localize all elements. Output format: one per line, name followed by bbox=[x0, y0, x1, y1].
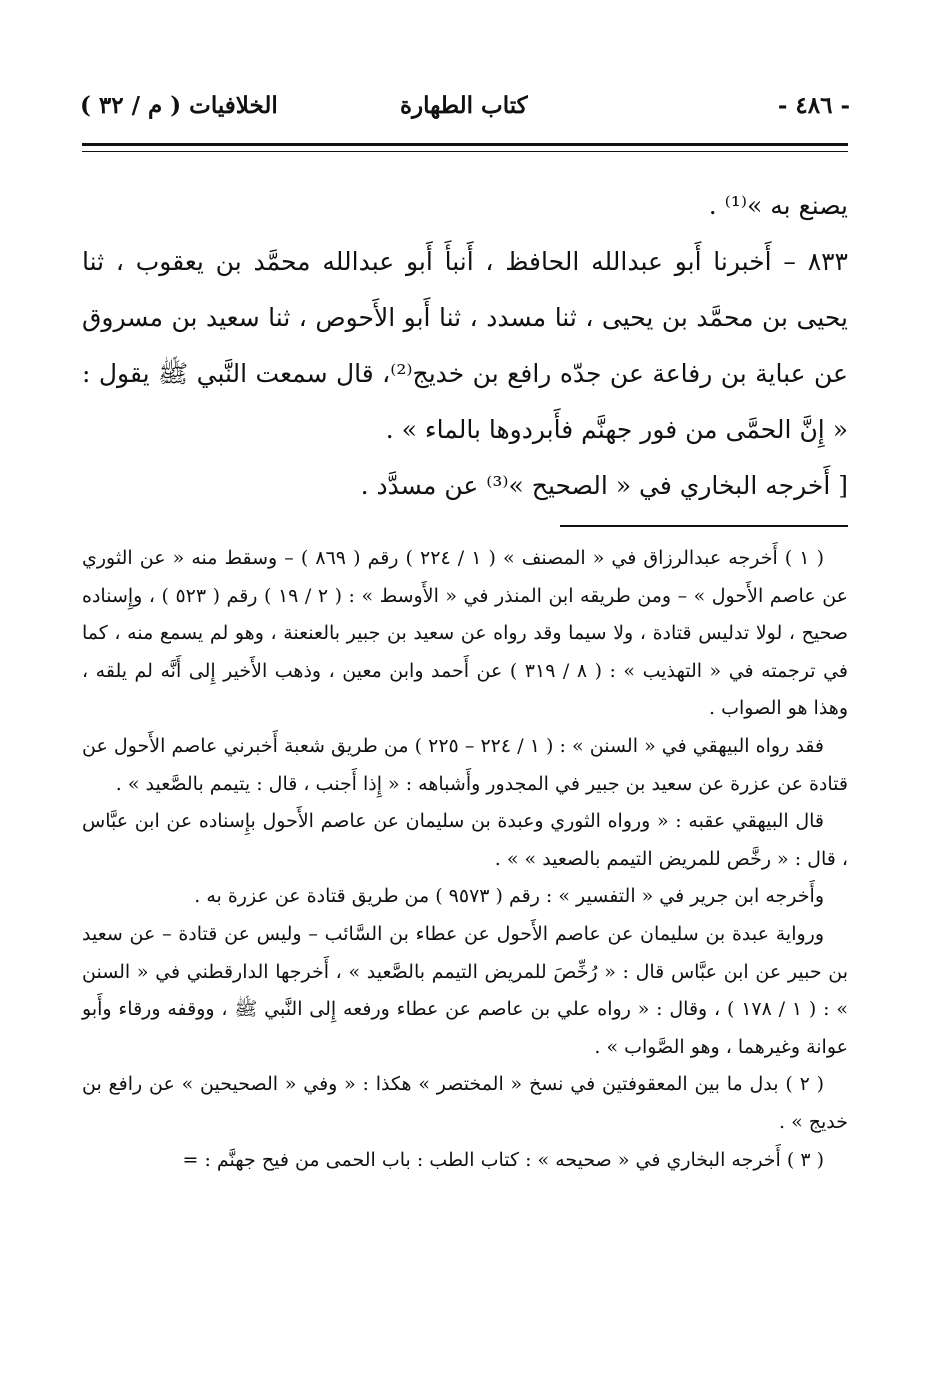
footnote-separator bbox=[560, 525, 848, 527]
page-header bbox=[80, 92, 850, 132]
footnote-1-para-5: ورواية عبدة بن سليمان عن عاصم الأَحول عن عطاء بن السَّائب – وليس عن قتادة – عن سعيد بن حبير عن ابن عبَّاس قال : « رُخِّصَ للمريض التيمم بالصَّعيد » ، أَخرجها الدارقطني في « السنن » : ( ١ / ١٧٨ ) ، وقال : « رواه علي بن عاصم عن عطاء ورفعه إِلى النَّبي ﷺ ، ووقفه ورقاء وأَبو عوانة وغيرهما ، وهو الصَّواب » . bbox=[82, 922, 849, 1058]
hadith-narration: ٨٣٣ – أَخبرنا أَبو عبدالله الحافظ ، أَنبأَ أَبو عبدالله محمَّد بن يعقوب ، ثنا يحيى بن محمَّد بن يحيى ، ثنا مسدد ، ثنا أَبو الأَحوص ، ثنا سعيد بن مسروق عن عباية بن رفاعة عن جدّه رافع بن خديج⁽²⁾، قال سمعت النَّبي ﷺ يقول : « إِنَّ الحمَّى من فور جهنَّم فأَبردوها بالماء » . bbox=[82, 247, 848, 444]
header-rule-thin bbox=[82, 151, 848, 152]
footnotes bbox=[82, 540, 848, 1179]
main-text bbox=[82, 178, 848, 514]
footnote-1-para-2: فقد رواه البيهقي في « السنن » : ( ١ / ٢٢٤ – ٢٢٥ ) من طريق شعبة أَخبرني عاصم الأَحول عن قتادة عن عزرة عن سعيد بن جبير في المجدور وأَشباهه : « إِذا أَجنب ، قال : يتيمم بالصَّعيد » . bbox=[82, 734, 848, 795]
section-title: الخلافيات ( م / ٣٢ ) bbox=[80, 92, 278, 119]
footnote-3: ( ٣ ) أَخرجه البخاري في « صحيحه » : كتاب الطب : باب الحمى من فيح جهنَّم : = bbox=[182, 1148, 824, 1171]
footnote-1-para-3: قال البيهقي عقبه : « ورواه الثوري وعبدة بن سليمان عن عاصم الأَحول بإِسناده عن ابن عبَّاس ، قال : « رخَّص للمريض التيمم بالصعيد » » . bbox=[82, 810, 848, 870]
footnote-1-para-4: وأَخرجه ابن جرير في « التفسير » : رقم ( ٩٥٧٣ ) من طريق قتادة عن عزرة به . bbox=[194, 885, 824, 908]
footnote-2: ( ٢ ) بدل ما بين المعقوفتين في نسخ « المختصر » هكذا : « وفي « الصحيحين » عن رافع بن خديج » . bbox=[82, 1073, 848, 1133]
footnote-1: ( ١ ) أَخرجه عبدالرزاق في « المصنف » ( ١ / ٢٢٤ ) رقم ( ٨٦٩ ) – وسقط منه « عن الثوري عن عاصم الأَحول » – ومن طريقه ابن المنذر في « الأَوسط » : ( ٢ / ١٩ ) رقم ( ٥٢٣ ) ، وإِسناده صحيح ، لولا تدليس قتادة ، ولا سيما وقد رواه عن سعيد بن جبير بالعنعنة ، وهو لم يسمع منه ، كما في ترجمته في « التهذيب » : ( ٨ / ٣١٩ ) عن أَحمد وابن معين ، وذهب الأَخير إِلى أَنَّه لم يلقه ، وهذا هو الصواب . bbox=[82, 547, 849, 720]
takhrij-line: [ أَخرجه البخاري في « الصحيح »⁽³⁾ عن مسدَّد . bbox=[360, 471, 848, 500]
page-number: - ٤٨٦ - bbox=[777, 92, 850, 119]
book-title: كتاب الطهارة bbox=[400, 92, 528, 119]
header-rule-thick bbox=[82, 143, 848, 146]
continuation-line: يصنع به »⁽¹⁾ . bbox=[708, 191, 848, 220]
